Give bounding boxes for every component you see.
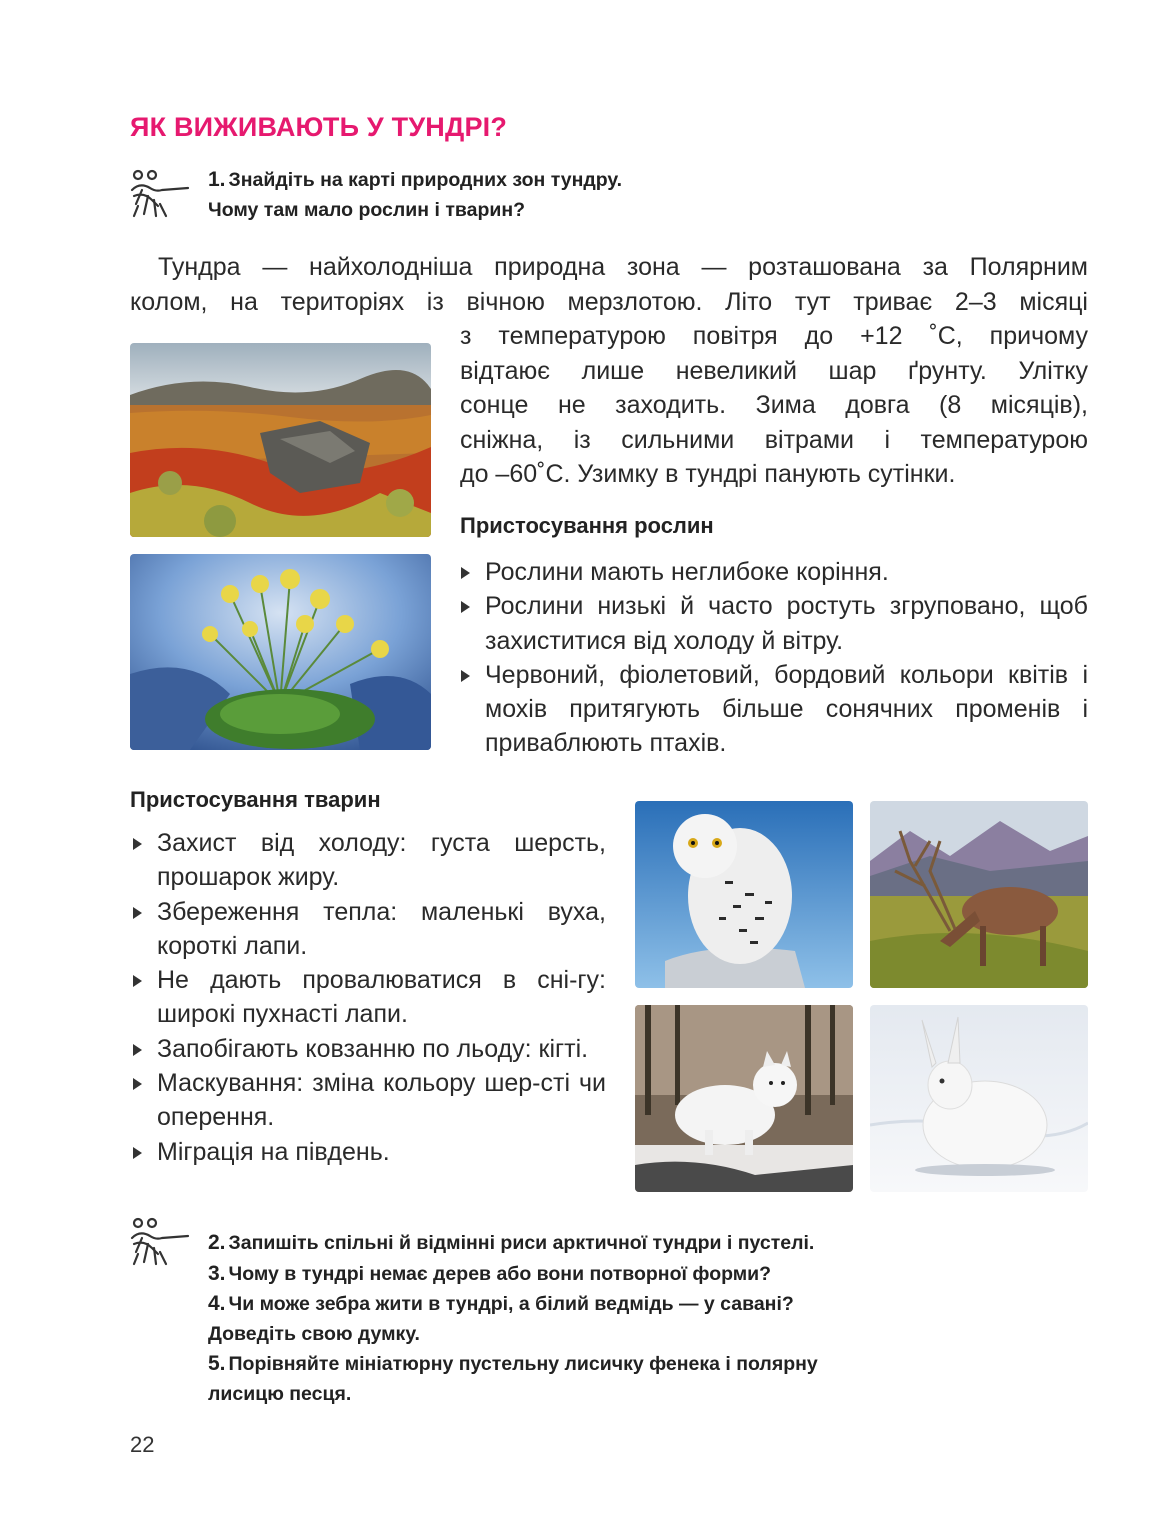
task-line	[208, 1349, 1088, 1380]
triangle-bullet-icon	[133, 907, 142, 919]
triangle-bullet-icon	[461, 567, 470, 579]
arctic-fox-photo	[635, 1005, 853, 1192]
list-item-text: Червоний, фіолетовий, бордовий кольори квітів і мохів притягують більше сонячних променів і приваблюють птахів.	[485, 660, 1088, 758]
list-item-text: Збереження тепла: маленькі вуха, короткі лапи.	[157, 897, 606, 960]
task-line	[208, 1228, 1088, 1259]
task-number: 2.	[208, 1231, 226, 1254]
task-text: Запишіть спільні й відмінні риси арктичної тундри і пустелі.	[228, 1232, 815, 1254]
intro-paragraph	[130, 250, 1088, 319]
list-item-text: Рослини низькі й часто ростуть згруповано, щоб захиститися від холоду й вітру.	[485, 592, 1088, 655]
triangle-bullet-icon	[133, 1044, 142, 1056]
plants-heading: Пристосування рослин	[460, 513, 714, 538]
group-work-icon	[128, 1214, 192, 1278]
intro-line: до –60˚С. Узимку в тундрі панують сутінки.	[460, 460, 956, 488]
task-number: 3.	[208, 1261, 226, 1285]
list-item-text: Захист від холоду: густа шерсть, прошарок жиру.	[157, 829, 606, 892]
intro-paragraph-cont	[460, 319, 1088, 492]
task-text: Чому в тундрі немає дерев або вони потворної форми?	[228, 1262, 772, 1285]
animals-list	[130, 826, 606, 1169]
triangle-bullet-icon	[461, 670, 470, 682]
triangle-bullet-icon	[133, 975, 142, 987]
reindeer-photo	[870, 801, 1088, 988]
intro-line: з температурою повітря до +12 ˚С, причому	[460, 322, 1088, 350]
task-line	[208, 1259, 1088, 1290]
tundra-landscape-photo	[130, 343, 431, 537]
list-item	[458, 555, 1088, 589]
task-number: 4.	[208, 1292, 226, 1315]
triangle-bullet-icon	[133, 838, 142, 850]
arctic-hare-photo	[870, 1005, 1088, 1192]
arctic-poppy-photo	[130, 554, 431, 750]
list-item-text: Маскування: зміна кольору шер-сті чи оперення.	[157, 1069, 606, 1132]
task-line	[208, 1380, 1088, 1410]
tasks-block	[208, 1228, 1088, 1409]
list-item	[458, 658, 1088, 761]
intro-line: колом, на територіях із вічною мерзлотою. Літо тут триває 2–3 місяці	[130, 287, 1088, 316]
list-item	[458, 589, 1088, 658]
list-item	[130, 1066, 606, 1135]
intro-line: Тундра — найхолодніша природна зона — розташована за Полярним	[158, 253, 1088, 281]
group-work-icon	[128, 166, 192, 230]
triangle-bullet-icon	[133, 1078, 142, 1090]
list-item	[130, 826, 606, 895]
intro-line: сонце не заходить. Зима довга (8 місяців),	[460, 391, 1088, 419]
task-line	[208, 1320, 1088, 1350]
list-item-text: Міграція на південь.	[157, 1137, 390, 1166]
list-item-text: Запобігають ковзанню по льоду: кігті.	[157, 1034, 589, 1063]
snowy-owl-photo	[635, 801, 853, 988]
intro-line: відтаює лише невеликий шар ґрунту. Улітку	[460, 356, 1088, 385]
list-item	[130, 895, 606, 964]
task-line	[208, 1289, 1088, 1320]
task-text: Порівняйте мініатюрну пустельну лисичку фенека і полярну	[228, 1353, 818, 1375]
triangle-bullet-icon	[133, 1147, 142, 1159]
task-1	[208, 165, 622, 225]
task-text: Знайдіть на карті природних зон тундру.	[228, 169, 622, 191]
list-item-text: Рослини мають неглибоке коріння.	[485, 558, 889, 586]
page-number: 22	[130, 1432, 155, 1457]
task-text: Чому там мало рослин і тварин?	[208, 198, 526, 221]
task-text: лисицю песця.	[208, 1382, 352, 1405]
page-title: ЯК ВИЖИВАЮТЬ У ТУНДРІ?	[130, 112, 508, 142]
plants-list	[458, 555, 1088, 761]
triangle-bullet-icon	[461, 601, 470, 613]
list-item	[130, 1135, 606, 1169]
task-text: Чи може зебра жити в тундрі, а білий ведмідь — у савані?	[228, 1293, 794, 1315]
intro-line: сніжна, із сильними вітрами і температурою	[460, 425, 1088, 454]
animals-heading: Пристосування тварин	[130, 787, 381, 812]
list-item	[130, 1032, 606, 1066]
task-text: Доведіть свою думку.	[208, 1322, 420, 1345]
list-item-text: Не дають провалюватися в сні-гу: широкі пухнасті лапи.	[157, 966, 606, 1029]
task-number: 5.	[208, 1352, 226, 1375]
task-number: 1.	[208, 168, 226, 191]
list-item	[130, 963, 606, 1032]
